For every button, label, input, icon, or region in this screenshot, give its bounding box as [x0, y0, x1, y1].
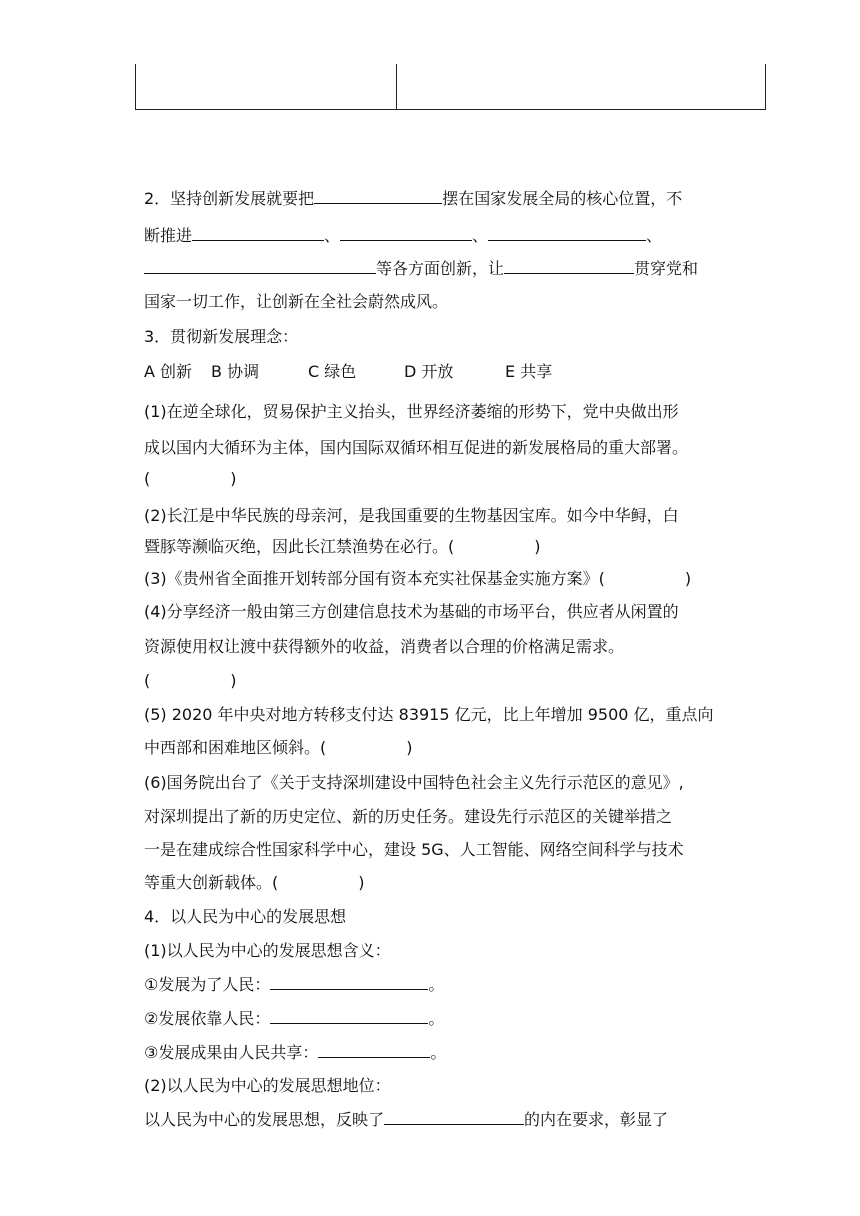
q2-text: 贯穿党和 [634, 259, 699, 278]
q4-text: ①发展为了人民： [144, 975, 271, 994]
q3-options [144, 362, 552, 382]
q3-item-6-line-1: (6)国务院出台了《关于支持深圳建设中国特色社会主义先行示范区的意见》, [144, 773, 684, 792]
q3-item-6-line-3: 一是在建成综合性国家科学中心，建设 5G、人工智能、网络空间科学与技术 [144, 840, 684, 859]
q3-item-4-answer[interactable] [144, 671, 237, 691]
q4-subtitle-2: (2)以人民为中心的发展思想地位： [144, 1076, 391, 1095]
q2-blank-3[interactable] [340, 225, 472, 241]
option-a: A 创新 [144, 362, 193, 381]
paren-close: ) [230, 671, 237, 690]
q4-period: 。 [430, 1043, 447, 1062]
q4-text: 的内在要求，彰显了 [524, 1110, 669, 1129]
q3-item-6-line-2: 对深圳提出了新的历史定位、新的历史任务。建设先行示范区的关键举措之 [144, 807, 673, 826]
option-b: B 协调 [211, 362, 260, 381]
q3-text: (3)《贵州省全面推开划转部分国有资本充实社保基金实施方案》( [144, 569, 605, 588]
q3-text: 等重大创新载体。( [144, 873, 279, 892]
q3-item-4-line-1: (4)分享经济一般由第三方创建信息技术为基础的市场平台，供应者从闲置的 [144, 602, 679, 621]
paren-close: ) [684, 569, 692, 588]
q4-period: 。 [428, 975, 445, 994]
q2-sep: 、 [472, 226, 489, 245]
paren-open: ( [144, 671, 151, 690]
paren-close: ) [230, 469, 237, 488]
q2-sep: 、 [646, 226, 663, 245]
q3-item-3-line-1 [144, 569, 691, 589]
q2-text: 摆在国家发展全局的核心位置，不 [442, 189, 683, 208]
q3-item-2-line-2 [144, 537, 541, 557]
option-c: C 绿色 [308, 362, 357, 381]
option-e: E 共享 [505, 362, 553, 381]
table-border-left [135, 64, 136, 109]
paren-close: ) [358, 873, 365, 892]
q2-blank-4[interactable] [488, 225, 646, 241]
q3-text: 中西部和困难地区倾斜。( [144, 738, 327, 757]
q4-text: ②发展依靠人民： [144, 1009, 271, 1028]
table-border-right [765, 64, 766, 109]
paren-close: ) [406, 738, 413, 757]
q2-sep: 、 [324, 226, 341, 245]
q4-blank-c[interactable] [318, 1042, 430, 1058]
q4-blank-d[interactable] [384, 1109, 524, 1125]
q3-item-1-answer[interactable] [144, 469, 237, 489]
paren-close: ) [534, 537, 541, 556]
q2-line-2 [144, 225, 662, 245]
q3-title: 3．贯彻新发展理念： [144, 327, 299, 346]
table-border-middle [396, 64, 397, 109]
q4-item-c [144, 1042, 446, 1062]
q2-text: 断推进 [144, 226, 193, 245]
q4-last-line [144, 1109, 668, 1129]
q2-line-3 [144, 258, 698, 278]
q3-item-1-line-1: (1)在逆全球化，贸易保护主义抬头，世界经济萎缩的形势下，党中央做出形 [144, 402, 679, 421]
q2-blank-5[interactable] [144, 258, 376, 274]
q3-item-6-line-4 [144, 873, 365, 893]
q4-subtitle-1: (1)以人民为中心的发展思想含义： [144, 941, 391, 960]
q2-blank-2[interactable] [192, 225, 324, 241]
q3-item-2-line-1: (2)长江是中华民族的母亲河，是我国重要的生物基因宝库。如今中华鲟，白 [144, 506, 679, 525]
q3-item-5-line-1: (5) 2020 年中央对地方转移支付达 83915 亿元，比上年增加 9500 亿，重点向 [144, 705, 714, 724]
q2-line-4: 国家一切工作，让创新在全社会蔚然成风。 [144, 292, 449, 311]
q4-title: 4．以人民为中心的发展思想 [144, 907, 347, 926]
q2-line-1 [144, 188, 682, 208]
table-fragment [135, 64, 766, 110]
q3-text: 暨豚等濒临灭绝，因此长江禁渔势在必行。( [144, 537, 455, 556]
q2-blank-1[interactable] [314, 188, 442, 204]
q4-text: ③发展成果由人民共享： [144, 1043, 319, 1062]
q2-blank-6[interactable] [504, 258, 634, 274]
q4-item-a [144, 974, 444, 994]
q4-text: 以人民为中心的发展思想，反映了 [144, 1110, 385, 1129]
q2-text: 等各方面创新，让 [376, 259, 505, 278]
option-d: D 开放 [404, 362, 454, 381]
q2-text: 2．坚持创新发展就要把 [144, 189, 315, 208]
q3-item-4-line-2: 资源使用权让渡中获得额外的收益，消费者以合理的价格满足需求。 [144, 637, 625, 656]
q4-blank-b[interactable] [270, 1008, 428, 1024]
q3-item-1-line-2: 成以国内大循环为主体，国内国际双循环相互促进的新发展格局的重大部署。 [144, 438, 689, 457]
paren-open: ( [144, 469, 151, 488]
table-border-bottom [135, 109, 766, 110]
q4-item-b [144, 1008, 444, 1028]
q4-blank-a[interactable] [270, 974, 428, 990]
q3-item-5-line-2 [144, 738, 413, 758]
q4-period: 。 [428, 1009, 445, 1028]
